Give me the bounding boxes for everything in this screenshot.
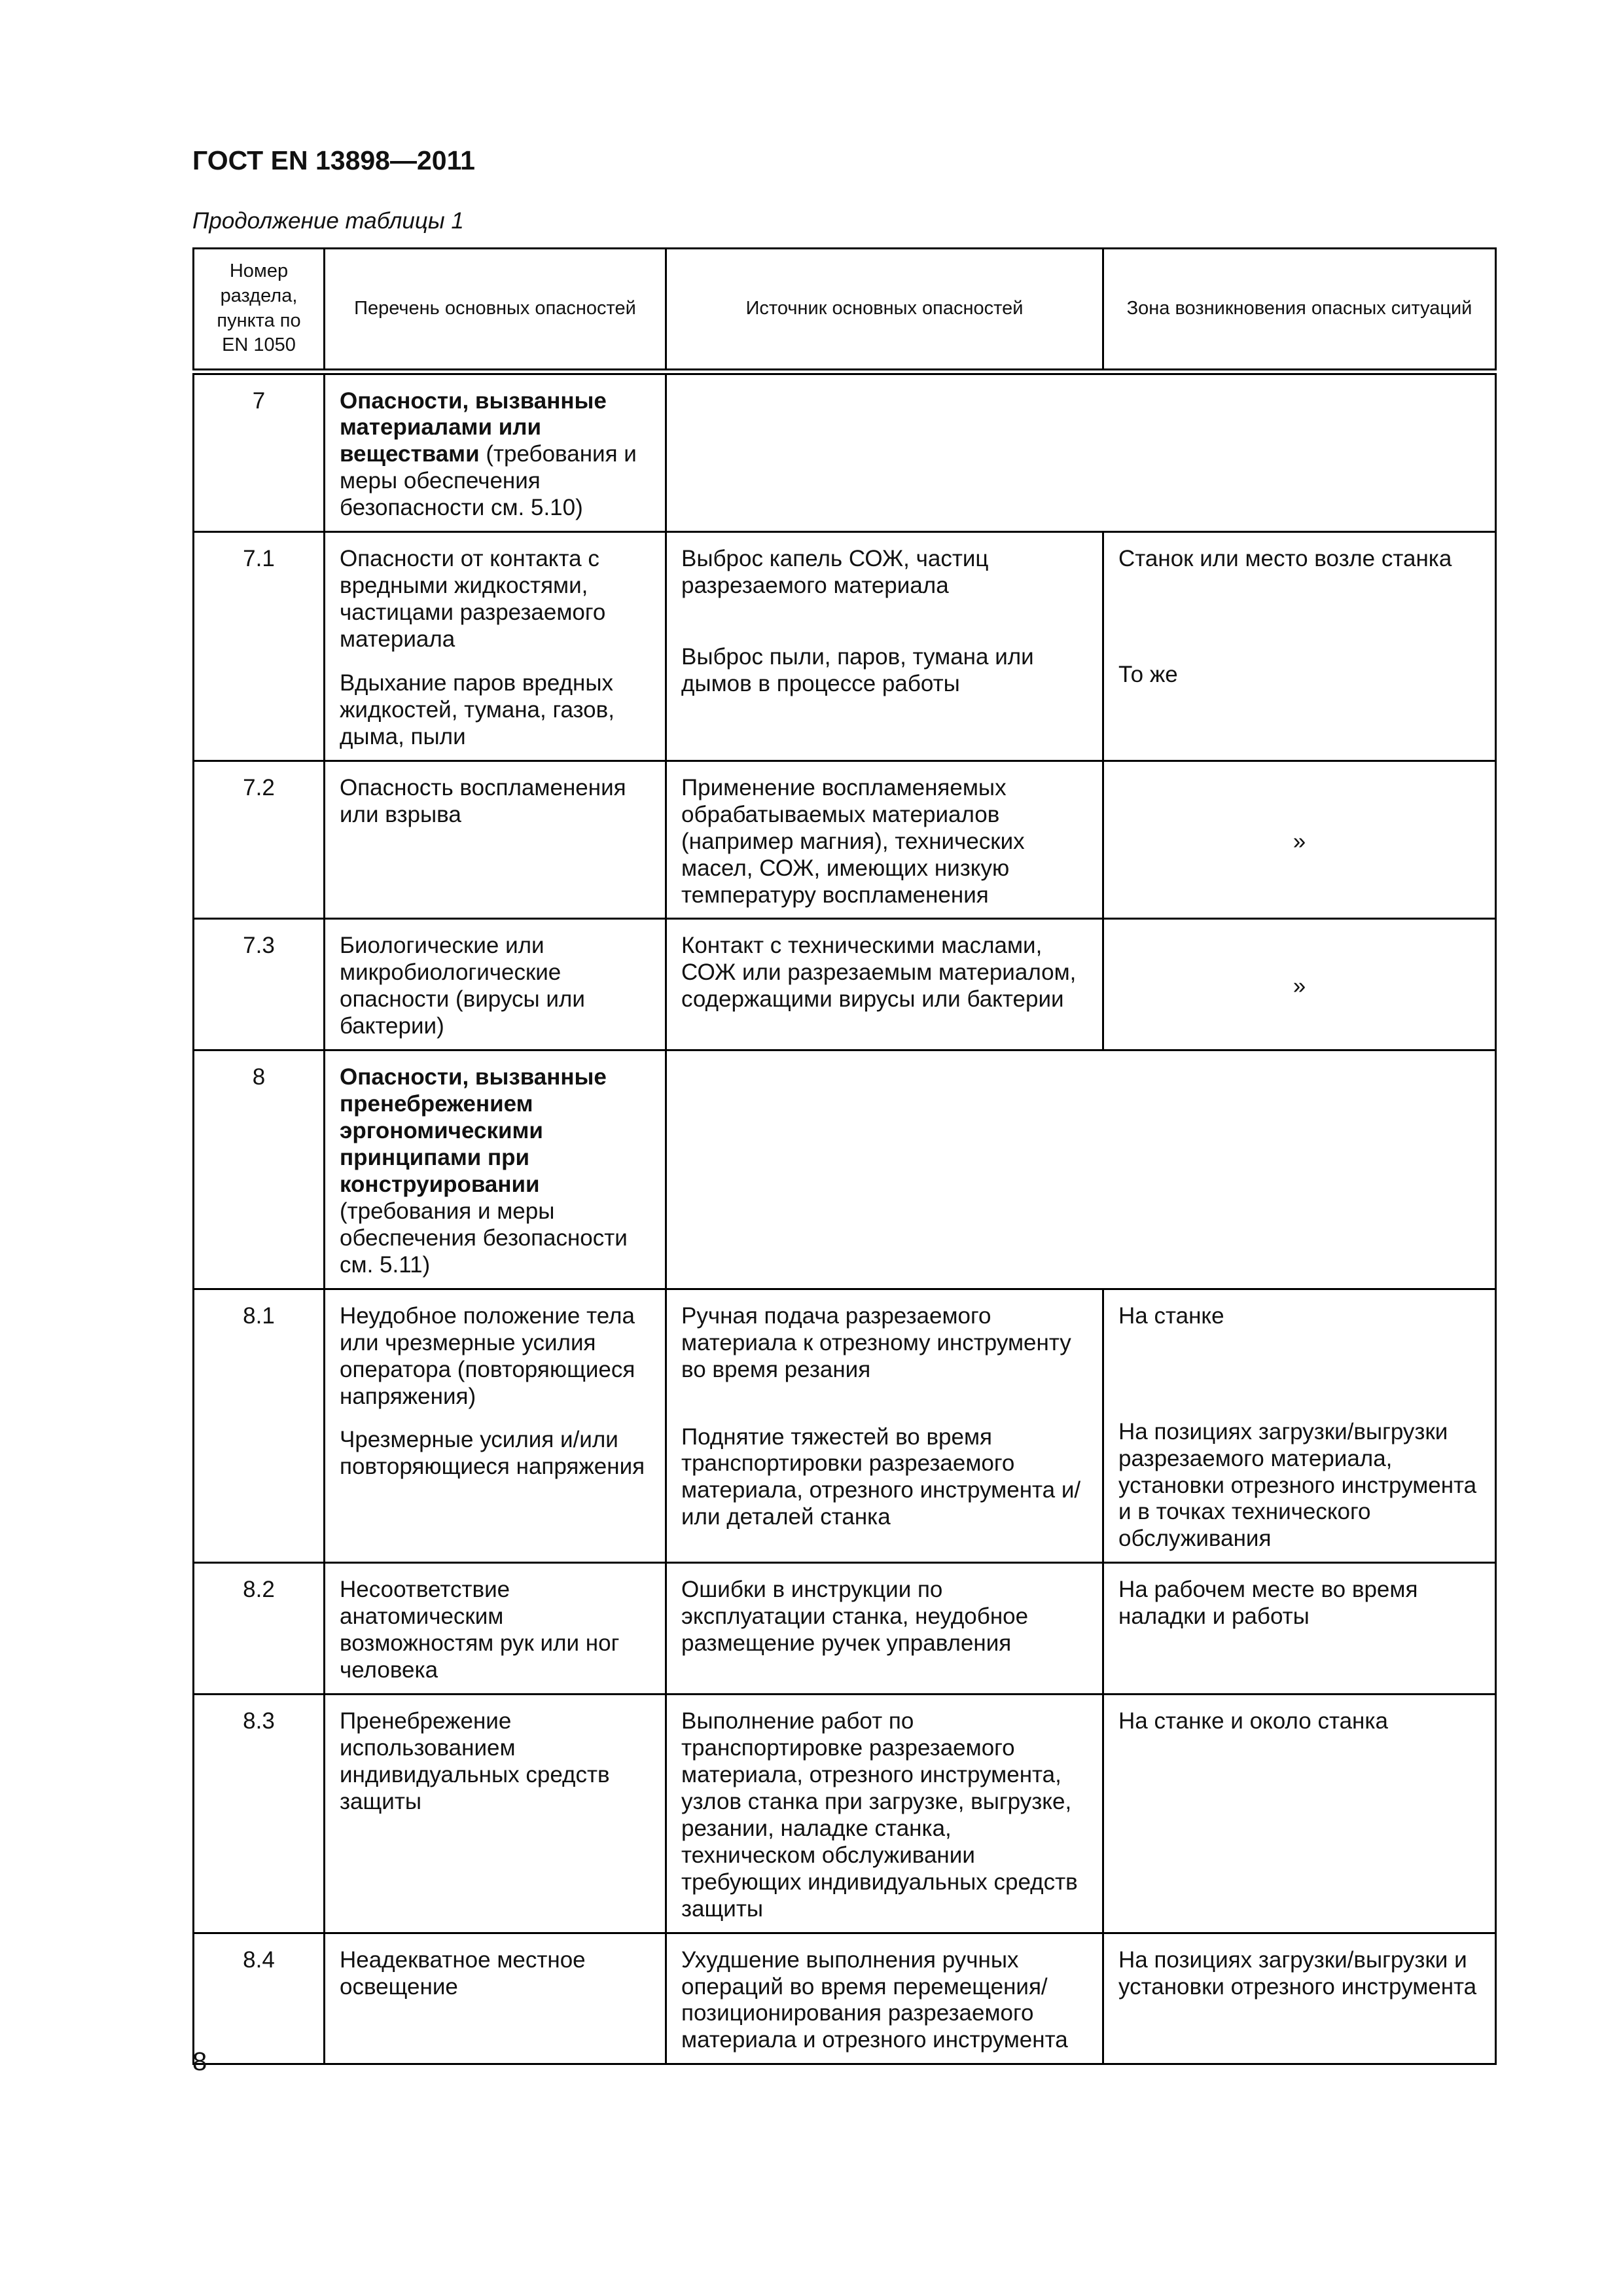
source-text: Поднятие тяжестей во время транспортировки разрезаемого материала, отрезного инструмента и/или деталей станка <box>681 1424 1081 1530</box>
row-number: 7.2 <box>194 761 325 919</box>
hazard-cell <box>325 1050 666 1289</box>
hazard-text: Чрезмерные усилия и/или повторяющиеся напряжения <box>340 1427 645 1480</box>
zone-text: На позициях загрузки/выгрузки разрезаемого материала, установки отрезного инструмента и в точках технического обслуживания <box>1118 1418 1477 1552</box>
zone-cell: На станке и около станка <box>1103 1695 1496 1933</box>
hazard-cell: Биологические или микробиологические опасности (вирусы или бактерии) <box>325 919 666 1050</box>
table-header-row <box>194 249 1496 372</box>
row-number: 7.1 <box>194 532 325 761</box>
zone-cell: На позициях загрузки/выгрузки и установки отрезного инструмента <box>1103 1933 1496 2064</box>
zone-text: Станок или место возле станка <box>1118 546 1452 572</box>
table-row <box>194 1933 1496 2064</box>
row-number: 8.4 <box>194 1933 325 2064</box>
row-number: 8.3 <box>194 1695 325 1933</box>
hazard-text: Опасности от контакта с вредными жидкостями, частицами разрезаемого материала <box>340 546 606 652</box>
source-cell <box>666 1289 1103 1563</box>
zone-cell: На рабочем месте во время наладки и работы <box>1103 1563 1496 1695</box>
source-cell: Контакт с техническими маслами, СОЖ или разрезаемым материалом, содержащими вирусы или бактерии <box>666 919 1103 1050</box>
header-hazard-zone: Зона возникновения опасных ситуаций <box>1103 249 1496 372</box>
hazard-text: Вдыхание паров вредных жидкостей, тумана, газов, дыма, пыли <box>340 670 615 749</box>
table-row <box>194 1563 1496 1695</box>
hazard-cell: Пренебрежение использованием индивидуальных средств защиты <box>325 1695 666 1933</box>
zone-text: На станке <box>1118 1302 1224 1329</box>
source-cell: Ошибки в инструкции по эксплуатации станка, неудобное размещение ручек управления <box>666 1563 1103 1695</box>
hazard-text: Неудобное положение тела или чрезмерные усилия оператора (повторяющиеся напряжения) <box>340 1302 635 1409</box>
hazards-table <box>192 247 1497 2065</box>
hazard-group-title: Опасности, вызванные пренебрежением эргономическими принципами при конструировании <box>340 1064 607 1197</box>
zone-cell <box>1103 1289 1496 1563</box>
row-number: 8.1 <box>194 1289 325 1563</box>
document-header: ГОСТ EN 13898—2011 <box>192 145 475 175</box>
hazard-cell: Опасность воспламенения или взрыва <box>325 761 666 919</box>
hazard-cell <box>325 372 666 532</box>
header-hazard-source: Источник основных опасностей <box>666 249 1103 372</box>
header-hazard-list: Перечень основных опасностей <box>325 249 666 372</box>
table-row <box>194 761 1496 919</box>
source-text: Выброс капель СОЖ, частиц разрезаемого материала <box>681 546 989 599</box>
row-number: 7.3 <box>194 919 325 1050</box>
empty-cell <box>666 1050 1496 1289</box>
source-cell: Выполнение работ по транспортировке разрезаемого материала, отрезного инструмента, узлов станка при загрузке, выгрузке, резании, наладке станка, техническом обслуживании требующих индивидуальных средств защиты <box>666 1695 1103 1933</box>
header-section-number: Номер раздела, пункта по EN 1050 <box>194 249 325 372</box>
table-caption: Продолжение таблицы 1 <box>192 208 464 234</box>
source-cell <box>666 532 1103 761</box>
source-cell: Применение воспламеняемых обрабатываемых материалов (например магния), технических масел, СОЖ, имеющих низкую температуру воспламенения <box>666 761 1103 919</box>
hazard-cell <box>325 1289 666 1563</box>
table-row <box>194 372 1496 532</box>
table-row <box>194 532 1496 761</box>
empty-cell <box>666 372 1496 532</box>
table-row <box>194 1289 1496 1563</box>
source-cell: Ухудшение выполнения ручных операций во время перемещения/позиционирования разрезаемого материала и отрезного инструмента <box>666 1933 1103 2064</box>
hazard-group-note: (требования и меры обеспечения безопасности см. 5.10) <box>340 441 637 521</box>
row-number: 7 <box>194 372 325 532</box>
table-row <box>194 1050 1496 1289</box>
zone-text: То же <box>1118 662 1178 688</box>
page-number: 8 <box>192 2047 207 2076</box>
row-number: 8 <box>194 1050 325 1289</box>
source-text: Выброс пыли, паров, тумана или дымов в процессе работы <box>681 644 1034 696</box>
source-text: Ручная подача разрезаемого материала к отрезному инструменту во время резания <box>681 1302 1071 1382</box>
hazard-cell <box>325 532 666 761</box>
ditto-mark: » <box>1103 919 1496 1050</box>
hazard-group-title: Опасности, вызванные материалами или веществами <box>340 387 607 467</box>
table-row <box>194 919 1496 1050</box>
hazard-cell: Неадекватное местное освещение <box>325 1933 666 2064</box>
row-number: 8.2 <box>194 1563 325 1695</box>
hazard-cell: Несоответствие анатомическим возможностям рук или ног человека <box>325 1563 666 1695</box>
hazard-group-note: (требования и меры обеспечения безопасности см. 5.11) <box>340 1198 628 1278</box>
zone-cell <box>1103 532 1496 761</box>
ditto-mark: » <box>1103 761 1496 919</box>
table-row <box>194 1695 1496 1933</box>
